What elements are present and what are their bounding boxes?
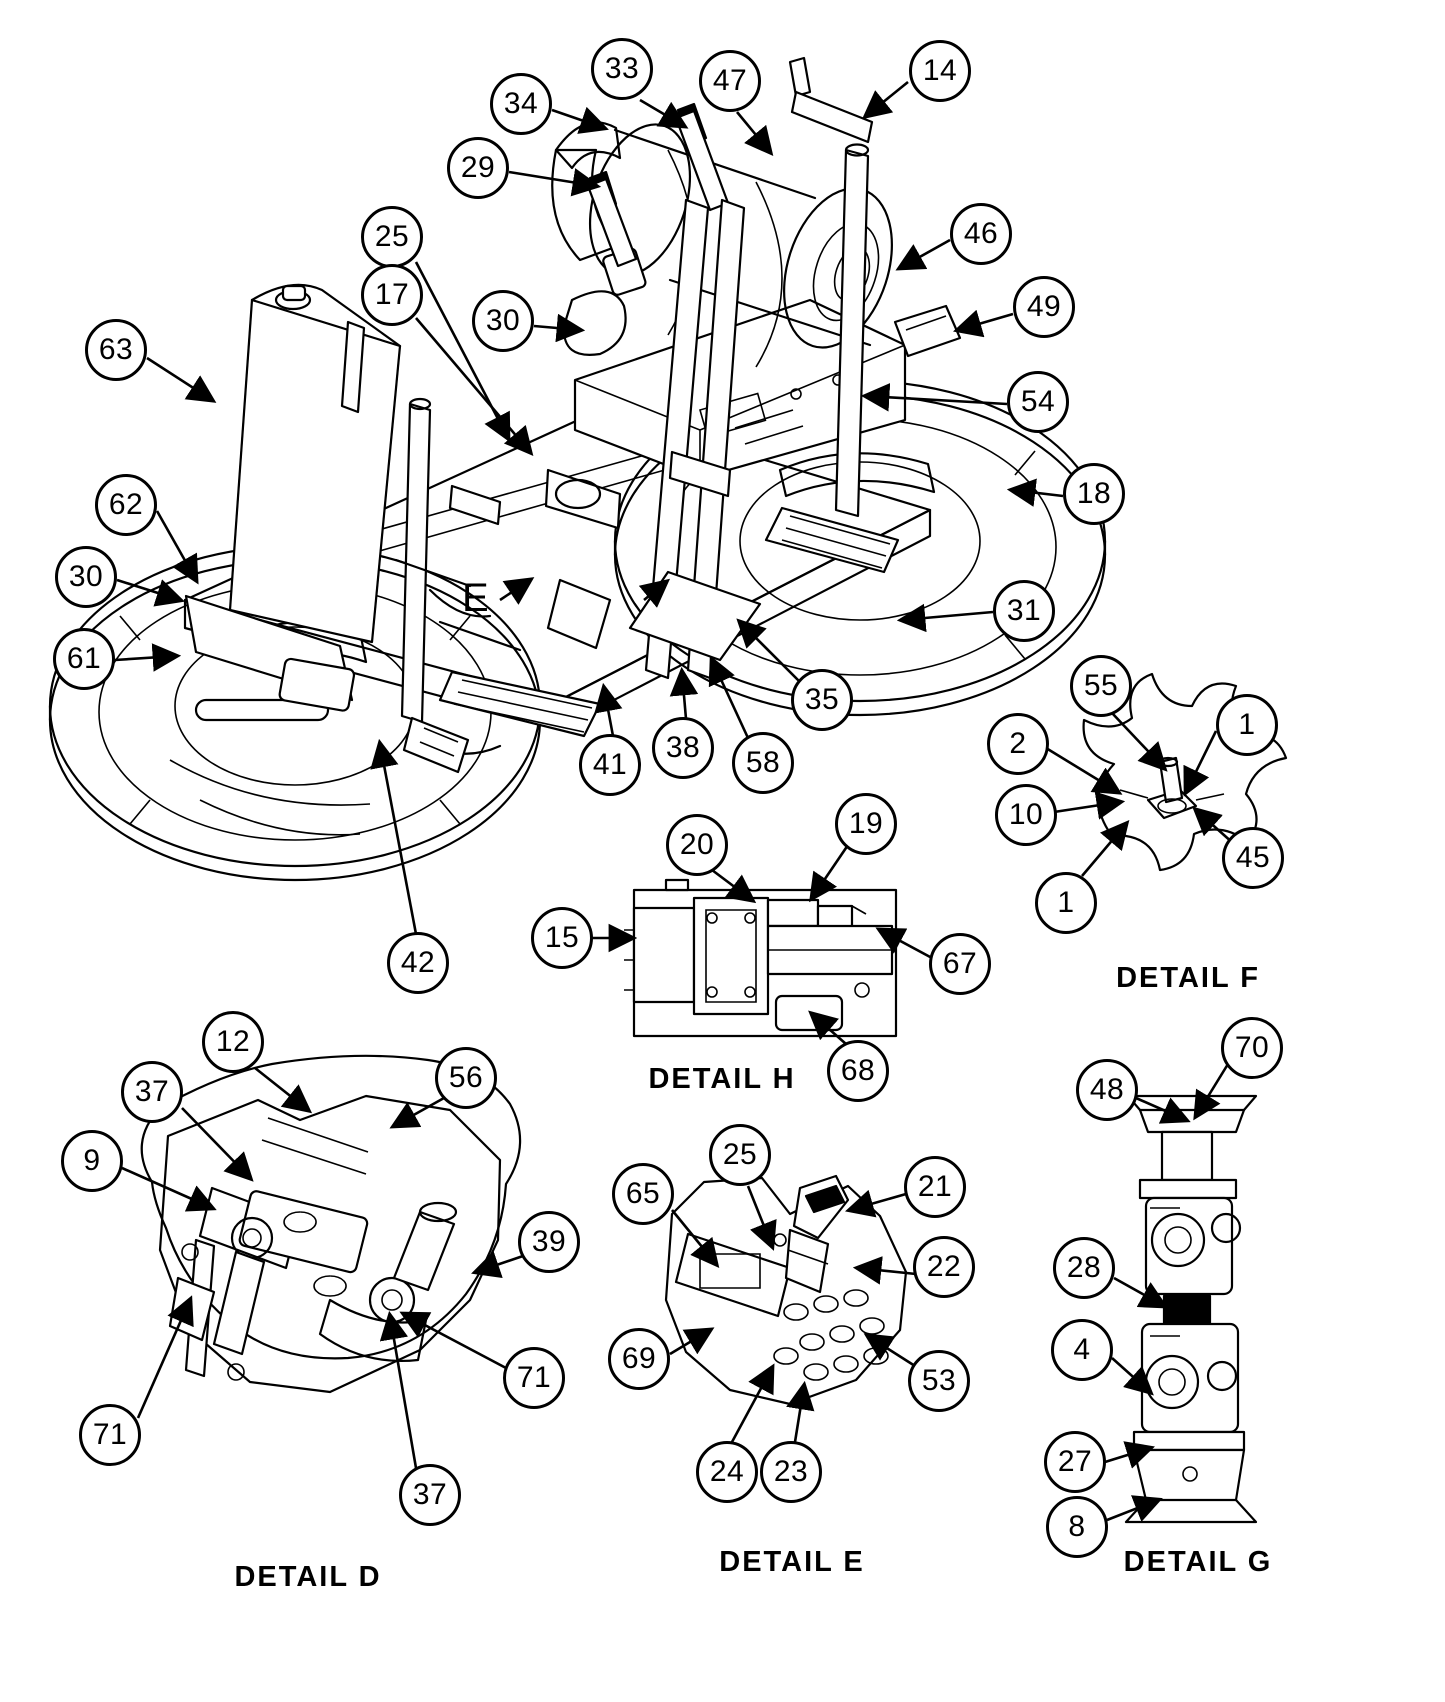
callout-detail-h-19[interactable]: 19 <box>835 793 897 855</box>
callout-detail-e-53[interactable]: 53 <box>908 1350 970 1412</box>
main-trowel-drawing <box>50 58 1105 880</box>
callout-main-63[interactable]: 63 <box>85 319 147 381</box>
callout-main-30[interactable]: 30 <box>472 290 534 352</box>
callout-main-46[interactable]: 46 <box>950 203 1012 265</box>
callout-detail-d-37[interactable]: 37 <box>399 1464 461 1526</box>
callout-detail-d-9[interactable]: 9 <box>61 1130 123 1192</box>
callout-detail-e-65[interactable]: 65 <box>612 1163 674 1225</box>
callout-main-18[interactable]: 18 <box>1063 463 1125 525</box>
callout-main-61[interactable]: 61 <box>53 628 115 690</box>
callout-detail-f-2[interactable]: 2 <box>987 713 1049 775</box>
callout-detail-d-56[interactable]: 56 <box>435 1047 497 1109</box>
callout-detail-h-20[interactable]: 20 <box>666 814 728 876</box>
callout-detail-e-69[interactable]: 69 <box>608 1328 670 1390</box>
detail-e-drawing <box>666 1176 906 1404</box>
detail-label-d: DETAIL D <box>234 1561 382 1593</box>
callout-detail-d-71[interactable]: 71 <box>79 1404 141 1466</box>
callout-detail-e-25[interactable]: 25 <box>709 1124 771 1186</box>
callout-main-38[interactable]: 38 <box>652 717 714 779</box>
callout-main-54[interactable]: 54 <box>1007 371 1069 433</box>
callout-main-17[interactable]: 17 <box>361 264 423 326</box>
callout-detail-h-67[interactable]: 67 <box>929 933 991 995</box>
callout-detail-d-12[interactable]: 12 <box>202 1011 264 1073</box>
callout-main-34[interactable]: 34 <box>490 73 552 135</box>
callout-main-30[interactable]: 30 <box>55 546 117 608</box>
callout-main-58[interactable]: 58 <box>732 732 794 794</box>
callout-detail-g-4[interactable]: 4 <box>1051 1319 1113 1381</box>
callout-detail-g-8[interactable]: 8 <box>1046 1496 1108 1558</box>
callout-detail-d-37[interactable]: 37 <box>121 1061 183 1123</box>
detail-label-h: DETAIL H <box>648 1063 796 1095</box>
callout-detail-e-24[interactable]: 24 <box>696 1441 758 1503</box>
callout-detail-f-1[interactable]: 1 <box>1035 872 1097 934</box>
section-mark-e: E <box>462 576 489 620</box>
detail-label-f: DETAIL F <box>1116 962 1260 994</box>
callout-detail-h-15[interactable]: 15 <box>531 907 593 969</box>
callout-main-42[interactable]: 42 <box>387 932 449 994</box>
callout-detail-g-48[interactable]: 48 <box>1076 1059 1138 1121</box>
callout-detail-d-39[interactable]: 39 <box>518 1211 580 1273</box>
callout-detail-f-45[interactable]: 45 <box>1222 827 1284 889</box>
callout-detail-g-27[interactable]: 27 <box>1044 1431 1106 1493</box>
detail-h-drawing <box>624 880 896 1036</box>
callout-main-14[interactable]: 14 <box>909 40 971 102</box>
callout-main-47[interactable]: 47 <box>699 50 761 112</box>
callout-main-33[interactable]: 33 <box>591 38 653 100</box>
callout-main-31[interactable]: 31 <box>993 580 1055 642</box>
callout-detail-e-22[interactable]: 22 <box>913 1236 975 1298</box>
detail-label-e: DETAIL E <box>719 1546 865 1578</box>
callout-main-29[interactable]: 29 <box>447 137 509 199</box>
callout-detail-g-28[interactable]: 28 <box>1053 1237 1115 1299</box>
callout-detail-g-70[interactable]: 70 <box>1221 1017 1283 1079</box>
callout-detail-f-10[interactable]: 10 <box>995 784 1057 846</box>
callout-detail-d-71[interactable]: 71 <box>503 1347 565 1409</box>
callout-detail-h-68[interactable]: 68 <box>827 1040 889 1102</box>
detail-g-drawing <box>1126 1096 1256 1522</box>
callout-main-35[interactable]: 35 <box>791 669 853 731</box>
callout-main-49[interactable]: 49 <box>1013 276 1075 338</box>
callout-main-41[interactable]: 41 <box>579 734 641 796</box>
callout-main-62[interactable]: 62 <box>95 474 157 536</box>
detail-label-g: DETAIL G <box>1123 1546 1273 1578</box>
callout-detail-f-1[interactable]: 1 <box>1216 694 1278 756</box>
callout-detail-e-21[interactable]: 21 <box>904 1156 966 1218</box>
callout-main-25[interactable]: 25 <box>361 206 423 268</box>
callout-detail-f-55[interactable]: 55 <box>1070 655 1132 717</box>
callout-detail-e-23[interactable]: 23 <box>760 1441 822 1503</box>
